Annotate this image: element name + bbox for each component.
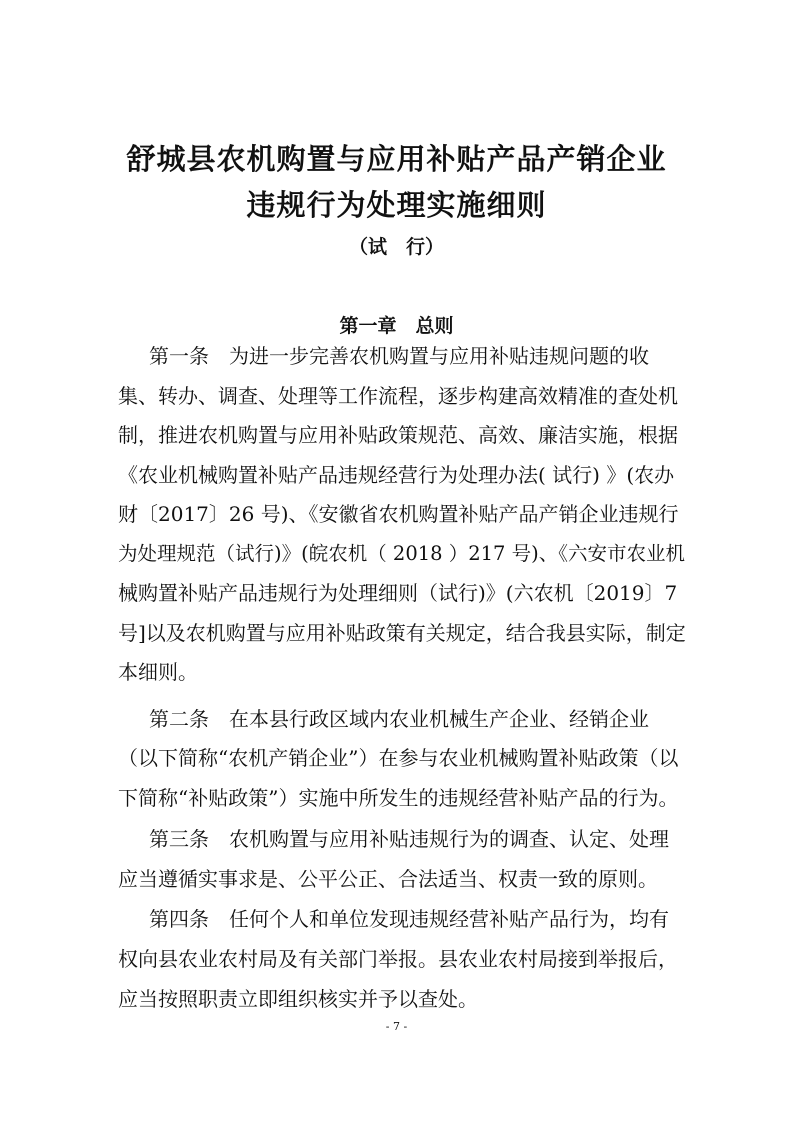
body-line: （以下简称“农机产销企业”）在参与农业机械购置补贴政策（以 — [118, 746, 679, 770]
body-line: 《农业机械购置补贴产品违规经营行为处理办法( 试行) 》(农办 — [118, 463, 675, 487]
body-line: 号]以及农机购置与应用补贴政策有关规定，结合我县实际，制定 — [118, 621, 686, 645]
document-subtitle: （试 行） — [348, 236, 444, 258]
body-line: 第四条 任何个人和单位发现违规经营补贴产品行为，均有 — [149, 907, 669, 931]
body-line: 制，推进农机购置与应用补贴政策规范、高效、廉洁实施，根据 — [118, 423, 678, 447]
body-line: 权向县农业农村局及有关部门举报。县农业农村局接到举报后， — [118, 947, 678, 971]
body-line: 第一条 为进一步完善农机购置与应用补贴违规问题的收 — [149, 344, 649, 368]
body-line: 财〔2017〕26 号)、《安徽省农机购置补贴产品产销企业违规行 — [118, 502, 679, 526]
chapter-heading: 第一章 总则 — [339, 315, 454, 337]
document-title-line-2: 违规行为处理实施细则 — [246, 188, 547, 222]
body-line: 本细则。 — [118, 660, 198, 684]
page-number: - 7 - — [385, 1020, 408, 1033]
body-line: 械购置补贴产品违规行为处理细则（试行)》(六农机〔2019〕7 — [118, 581, 678, 605]
body-line: 下简称“补贴政策”）实施中所发生的违规经营补贴产品的行为。 — [118, 786, 679, 810]
body-line: 为处理规范（试行)》(皖农机（ 2018 ）217 号)、《六安市农业机 — [118, 542, 686, 565]
body-line: 第三条 农机购置与应用补贴违规行为的调查、认定、处理 — [149, 827, 669, 851]
body-line: 第二条 在本县行政区域内农业机械生产企业、经销企业 — [149, 707, 649, 731]
body-line: 应当按照职责立即组织核实并予以查处。 — [118, 987, 478, 1011]
document-title-line-1: 舒城县农机购置与应用补贴产品产销企业 — [126, 142, 667, 176]
body-line: 应当遵循实事求是、公平公正、合法适当、权责一致的原则。 — [118, 867, 658, 891]
body-line: 集、转办、调查、处理等工作流程，逐步构建高效精准的查处机 — [118, 384, 678, 408]
